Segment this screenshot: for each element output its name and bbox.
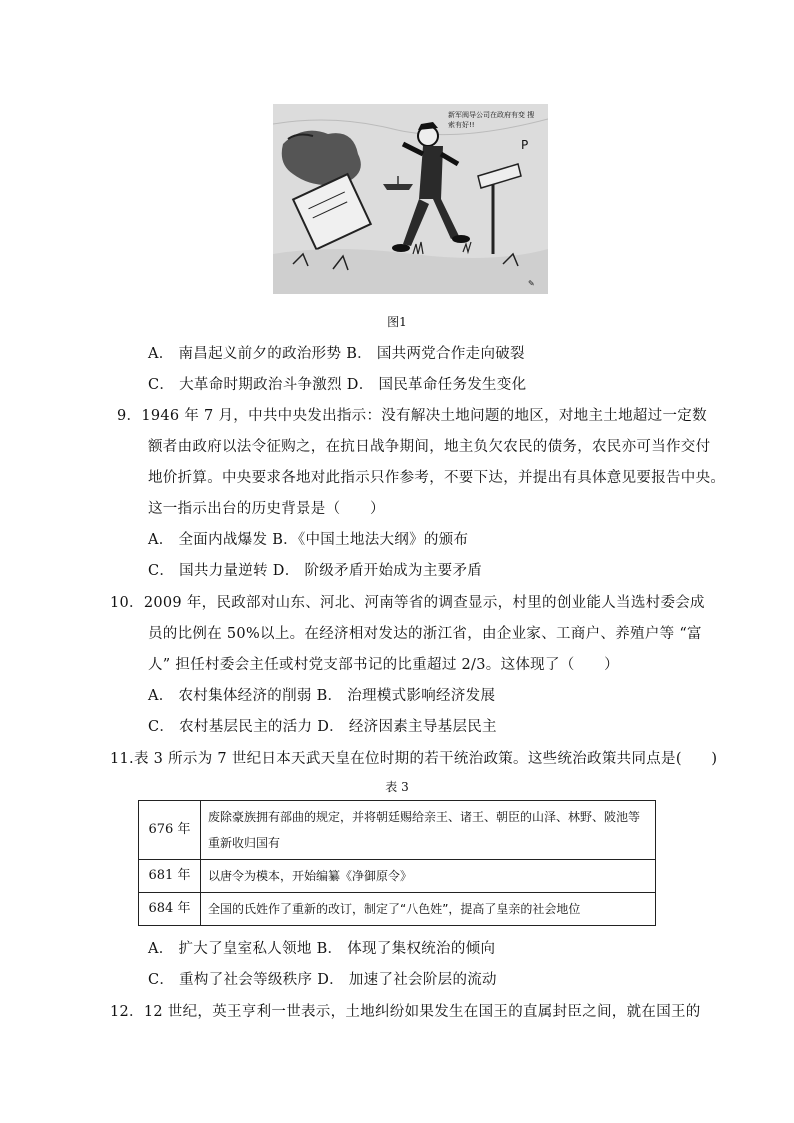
q10-option-cd: C． 农村基层民主的活力 D． 经济因素主导基层民主 — [148, 719, 497, 735]
q11-option-cd: C． 重构了社会等级秩序 D． 加速了社会阶层的流动 — [148, 972, 497, 988]
cartoon-caption: 新军阀导公司在政府有变 搜索有好!! — [448, 111, 535, 129]
table-cell-desc: 废除豪族拥有部曲的规定，并将朝廷赐给亲王、诸王、朝臣的山泽、林野、陂池等重新收归国有 — [201, 801, 656, 860]
q10-option-ab: A． 农村集体经济的削弱 B． 治理模式影响经济发展 — [148, 688, 496, 704]
table-row — [139, 860, 656, 893]
q12-line: 12．12 世纪，英王亨利一世表示，土地纠纷如果发生在国王的直属封臣之间，就在国王的 — [110, 1004, 701, 1020]
svg-text:✎: ✎ — [528, 279, 535, 288]
table-cell-desc: 以唐令为模本，开始编纂《净御原令》 — [201, 860, 656, 893]
table-cell-year: 681 年 — [139, 860, 201, 893]
q8-option-cd: C． 大革命时期政治斗争激烈 D． 国民革命任务发生变化 — [148, 377, 527, 393]
q9-line-2: 额者由政府以法令征购之，在抗日战争期间，地主负欠农民的债务，农民亦可当作交付 — [148, 439, 711, 455]
table-row — [139, 801, 656, 860]
svg-text:P: P — [521, 138, 529, 152]
table-caption: 表 3 — [385, 780, 409, 794]
q11-option-ab: A． 扩大了皇室私人领地 B． 体现了集权统治的倾向 — [148, 941, 496, 957]
q10-line-2: 员的比例在 50%以上。在经济相对发达的浙江省，由企业家、工商户、养殖户等 “富 — [148, 626, 702, 642]
q9-line-1: 9．1946 年 7 月，中共中央发出指示：没有解决土地问题的地区，对地主土地超过一定数 — [117, 408, 707, 424]
q9-line-3: 地价折算。中央要求各地对此指示只作参考，不要下达，并提出有具体意见要报告中央。 — [148, 470, 726, 486]
policy-table — [138, 800, 656, 926]
cartoon-illustration — [273, 104, 548, 294]
table-cell-year: 676 年 — [139, 801, 201, 860]
table-cell-desc: 全国的氏姓作了重新的改订，制定了“八色姓”，提高了皇亲的社会地位 — [201, 893, 656, 926]
cartoon-figure — [273, 104, 548, 294]
table-row — [139, 893, 656, 926]
q10-line-3: 人” 担任村委会主任或村党支部书记的比重超过 2/3。这体现了（ ） — [148, 657, 619, 673]
q8-option-ab: A． 南昌起义前夕的政治形势 B． 国共两党合作走向破裂 — [148, 346, 525, 362]
figure-caption: 图1 — [387, 315, 407, 329]
q9-line-4: 这一指示出台的历史背景是（ ） — [148, 501, 385, 517]
q11-line: 11.表 3 所示为 7 世纪日本天武天皇在位时期的若干统治政策。这些统治政策共同点是( ) — [110, 751, 718, 767]
q9-option-cd: C． 国共力量逆转 D． 阶级矛盾开始成为主要矛盾 — [148, 563, 483, 579]
q10-line-1: 10．2009 年，民政部对山东、河北、河南等省的调查显示，村里的创业能人当选村委会成 — [110, 595, 705, 611]
table-cell-year: 684 年 — [139, 893, 201, 926]
q9-option-ab: A． 全面内战爆发 B．《中国土地法大纲》的颁布 — [148, 532, 469, 548]
